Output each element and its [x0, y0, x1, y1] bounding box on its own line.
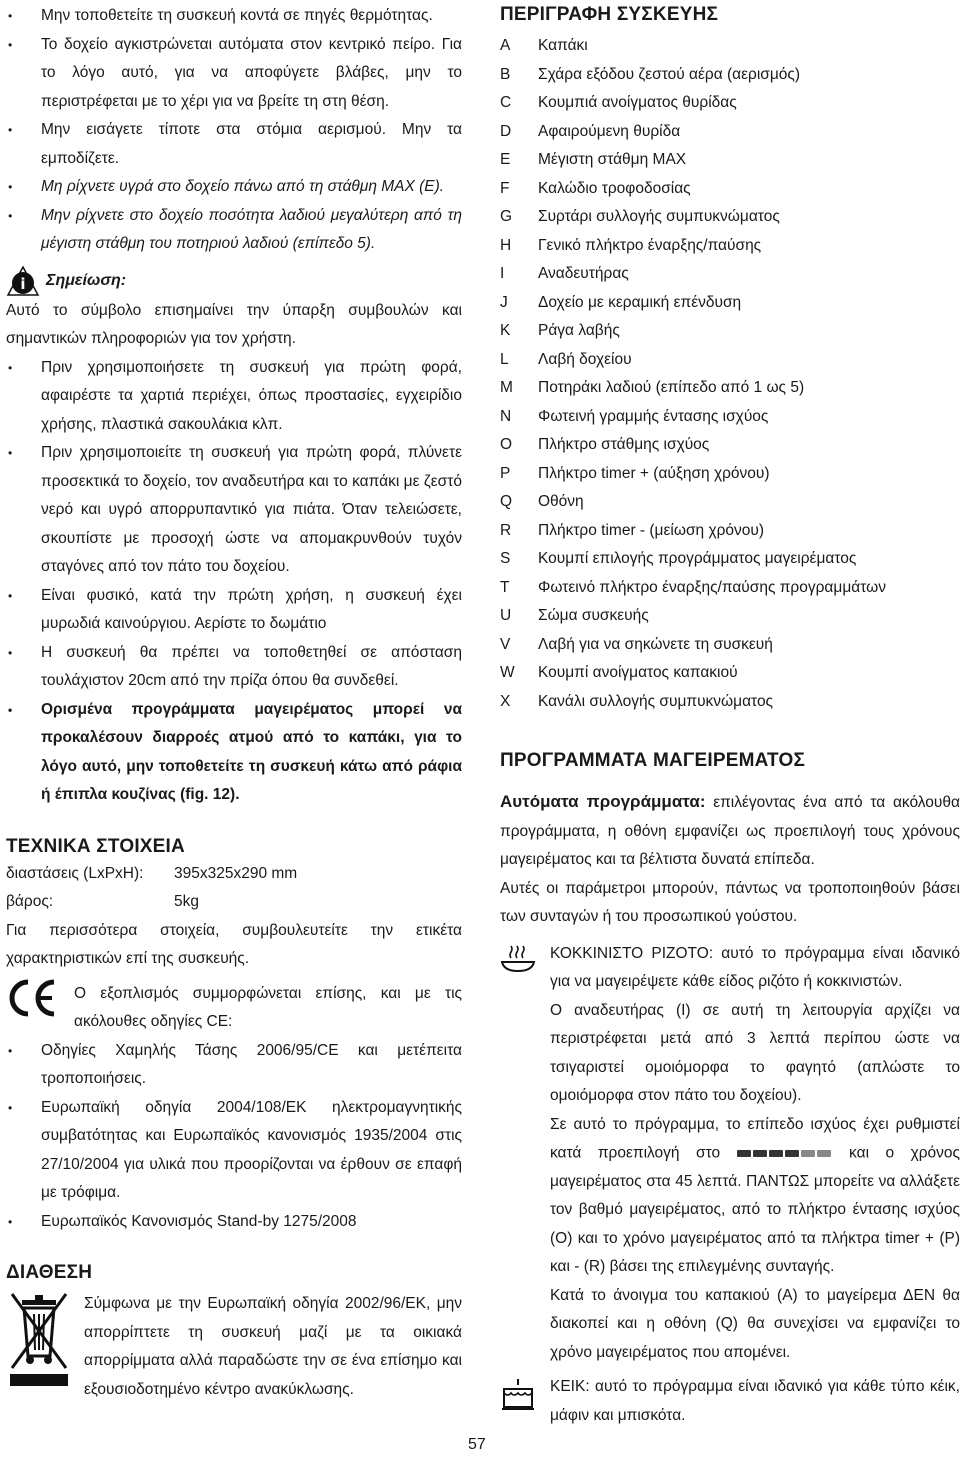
ce-mark-icon — [6, 978, 60, 1018]
list-item: • Η συσκευή θα πρέπει να τοποθετηθεί σε απόσταση τουλάχιστον 20cm από την πρίζα όπου θα συνδεθεί. — [8, 643, 462, 689]
auto-programs-text: Αυτόματα προγράμματα: επιλέγοντας ένα από τα ακόλουθα προγράμματα, η οθόνη εμφανίζει ως προεπιλογή τους χρόνους μαγειρέματος και τα βέλτιστα δυνατά επίπεδα. — [500, 792, 960, 868]
spec-label: διαστάσεις (LxPxH): — [6, 864, 144, 882]
part-key: M — [500, 379, 513, 396]
part-desc: Κουμπί ανοίγματος καπακιού — [538, 664, 738, 681]
part-desc: Καπάκι — [538, 37, 588, 54]
part-key: W — [500, 664, 515, 681]
part-key: L — [500, 350, 509, 368]
part-key: B — [500, 65, 511, 83]
risotto-paragraph: Ο αναδευτήρας (I) σε αυτή τη λειτουργία αρχίζει να περιστρέφεται μετά από 3 λεπτά περίπου ώστε να τσιγαριστεί ομοιόμορφα το φαγητό (απλώστε το ομοιόμορφα στον πάτο του δοχείου). — [550, 1001, 960, 1104]
disposal-section — [6, 1290, 462, 1404]
part-key: N — [500, 407, 512, 425]
part-key: H — [500, 236, 512, 254]
list-item: • Οδηγίες Χαμηλής Τάσης 2006/95/CE και μετέπειτα τροποποιήσεις. — [8, 1041, 462, 1087]
part-key: T — [500, 578, 510, 596]
part-desc: Πλήκτρο στάθμης ισχύος — [538, 436, 710, 453]
list-item: • Μην εισάγετε τίποτε στα στόμια αερισμού. Μην τα εμποδίζετε. — [8, 121, 462, 167]
list-item: • Ευρωπαϊκή οδηγία 2004/108/EK ηλεκτρομαγνητικής συμβατότητας και Ευρωπαϊκός κανονισμός 1935/2004 στις 27/10/2004 για υλικά που προορίζονται να έρθουν σε επαφή με τρόφιμα. — [8, 1098, 462, 1201]
part-key: D — [500, 122, 512, 140]
risotto-paragraph: Κατά το άνοιγμα του καπακιού (A) το μαγείρεμα ΔΕΝ θα διακοπεί και η οθόνη (Q) θα συνεχίσει να εμφανίζει το χρόνο μαγειρέματος που απομένει. — [550, 1286, 960, 1361]
part-desc: Ράγα λαβής — [538, 322, 620, 339]
programs-heading: ΠΡΟΓΡΑΜΜΑΤΑ ΜΑΓΕΙΡΕΜΑΤΟΣ — [500, 750, 806, 771]
tech-specs — [6, 860, 462, 917]
note-title: Σημείωση: — [46, 271, 127, 289]
part-key: O — [500, 436, 513, 453]
part-key: K — [500, 322, 511, 339]
part-desc: Κουμπί επιλογής προγράμματος μαγειρέματος — [538, 550, 857, 567]
spec-value: 5kg — [174, 893, 199, 910]
part-desc: Οθόνη — [538, 493, 584, 510]
part-desc: Φωτεινό πλήκτρο έναρξης/παύσης προγραμμάτων — [538, 578, 886, 596]
params-text: Αυτές οι παράμετροι μπορούν, πάντως να τροποποιηθούν βάσει των συνταγών ή του προσωπικού γούστου. — [500, 879, 960, 925]
part-desc: Συρτάρι συλλογής συμπυκνώματος — [538, 208, 780, 225]
list-item: • Πριν χρησιμοποιείτε τη συσκευή για πρώτη φορά, πλύνετε προσεκτικά το δοχείο, τον αναδευτήρα και το καπάκι με ζεστό νερό και υγρό απορρυπαντικό για πιάτα. Όταν τελειώσετε, σκουπίστε με προσοχή ώστε να απομακρυνθούν τυχόν σταγόνες από τον πάτο του δοχείου. — [8, 444, 462, 575]
note-text: Αυτό το σύμβολο επισημαίνει την ύπαρξη συμβουλών και σημαντικών πληροφοριών για τον χρήστη. — [6, 301, 462, 347]
part-desc: Λαβή δοχείου — [538, 350, 632, 368]
ce-text: Ο εξοπλισμός συμμορφώνεται επίσης, και με τις ακόλουθες οδηγίες CE: — [74, 984, 462, 1030]
part-key: Q — [500, 493, 513, 510]
tech-specs-heading: ΤΕΧΝΙΚΑ ΣΤΟΙΧΕΙΑ — [6, 835, 185, 857]
right-column — [500, 2, 960, 1430]
page-number: 57 — [468, 1436, 486, 1453]
list-item: • Είναι φυσικό, κατά την πρώτη χρήση, η συσκευή έχει μυρωδιά καινούργιου. Αερίστε το δωμάτιο — [8, 586, 462, 632]
list-item: • Μη ρίχνετε υγρά στο δοχείο πάνω από τη στάθμη MAX (E). — [8, 178, 445, 195]
risotto-intro: ΚΟΚΚΙΝΙΣΤΟ ΡΙΖΟΤΟ: αυτό το πρόγραμμα είναι ιδανικό για να μαγειρέψετε κάθε είδος ριζότο ή κοκκινιστών. — [550, 944, 960, 990]
part-key: I — [500, 265, 505, 282]
part-desc: Μέγιστη στάθμη MAX — [538, 151, 687, 168]
part-desc: Φωτεινή γραμμής έντασης ισχύος — [538, 407, 769, 425]
disposal-heading: ΔΙΑΘΕΣΗ — [6, 1262, 93, 1283]
part-key: J — [500, 293, 508, 311]
power-level-icon — [737, 1139, 833, 1168]
first-use-bullets — [6, 354, 462, 810]
specs-note: Για περισσότερα στοιχεία, συμβουλευτείτε την ετικέτα χαρακτηριστικών επί της συσκευής. — [6, 921, 462, 967]
part-key: U — [500, 607, 512, 624]
svg-text:i: i — [20, 274, 26, 293]
part-desc: Κανάλι συλλογής συμπυκνώματος — [538, 692, 774, 710]
ce-bullets — [6, 1037, 462, 1237]
part-desc: Πλήκτρο timer + (αύξηση χρόνου) — [538, 464, 770, 482]
part-key: X — [500, 692, 511, 710]
part-key: C — [500, 94, 512, 111]
part-desc: Αναδευτήρας — [538, 265, 629, 282]
cake-icon — [500, 1373, 550, 1416]
part-desc: Κουμπιά ανοίγματος θυρίδας — [538, 94, 737, 111]
risotto-program — [500, 940, 960, 1368]
part-key: S — [500, 550, 511, 567]
note-heading — [6, 265, 462, 297]
auto-programs-label: Αυτόματα προγράμματα: — [500, 792, 706, 811]
spec-value: 395x325x290 mm — [174, 864, 298, 882]
cake-text: ΚΕΙΚ: αυτό το πρόγραμμα είναι ιδανικό για κάθε τύπο κέικ, μάφιν και μπισκότα. — [550, 1378, 960, 1424]
risotto-paragraph: Σε αυτό το πρόγραμμα, το επίπεδο ισχύος έχει ρυθμιστεί κατά προεπιλογή στο και ο χρόνος μαγειρέματος στα 45 λεπτά. ΠΑΝΤΩΣ μπορείτε να αλλάξετε τον βαθμό μαγειρέματος, από το πλήκτρο έντασης ισχύος (O) και το χρόνο μαγειρέματος από τα πλήκτρα timer + (P) και - (R) βάσει της επιλεγμένης συνταγής. — [550, 1115, 960, 1276]
safety-bullets — [6, 2, 462, 259]
part-key: G — [500, 208, 513, 225]
part-desc: Αφαιρούμενη θυρίδα — [538, 122, 681, 140]
left-column — [6, 2, 462, 1404]
part-desc: Λαβή για να σηκώνετε τη συσκευή — [538, 635, 773, 653]
part-desc: Δοχείο με κεραμική επένδυση — [538, 293, 742, 311]
list-item: • Το δοχείο αγκιστρώνεται αυτόματα στον κεντρικό πείρο. Για το λόγο αυτό, για να αποφύγετε βλάβες, μην το περιστρέφεται με το χέρι για να βρείτε τη στη θέση. — [8, 35, 462, 110]
spec-label: βάρος: — [6, 893, 54, 910]
part-key: R — [500, 521, 512, 539]
parts-heading: ΠΕΡΙΓΡΑΦΗ ΣΥΣΚΕΥΗΣ — [500, 4, 719, 25]
part-desc: Καλώδιο τροφοδοσίας — [538, 179, 691, 197]
part-desc: Γενικό πλήκτρο έναρξης/παύσης — [538, 236, 762, 254]
list-item: • Πριν χρησιμοποιήσετε τη συσκευή για πρώτη φορά, αφαιρέστε τα χαρτιά περιέχει, όπως προστασίες, εγχειρίδιο χρήσης, πλαστικά σακουλάκια κλπ. — [8, 358, 462, 433]
ce-compliance — [6, 980, 462, 1037]
cake-program — [500, 1373, 960, 1430]
disposal-text: Σύμφωνα με την Ευρωπαϊκή οδηγία 2002/96/ΕΚ, μην απορρίπτετε τη συσκευή μαζί με τα οικιακά απορρίμματα αλλά παραδώστε την σε ένα επίσημο και εξουσιοδοτημένο κέντρο ανακύκλωσης. — [84, 1295, 462, 1398]
list-item: • Ορισμένα προγράμματα μαγειρέματος μπορεί να προκαλέσουν διαρροές ατμού από το καπάκι, για το λόγο αυτό, μην τοποθετείτε τη συσκευή κάτω από ράφια ή έπιπλα κουζίνας (fig. 12). — [8, 700, 462, 803]
part-key: P — [500, 464, 511, 482]
list-item: • Ευρωπαϊκός Κανονισμός Stand-by 1275/2008 — [8, 1212, 357, 1230]
info-icon — [6, 266, 40, 296]
part-desc: Πλήκτρο timer - (μείωση χρόνου) — [538, 521, 765, 539]
part-key: F — [500, 179, 510, 197]
risotto-icon — [500, 940, 550, 979]
parts-list — [500, 32, 960, 716]
part-desc: Σχάρα εξόδου ζεστού αέρα (αερισμός) — [538, 65, 801, 83]
part-key: A — [500, 37, 511, 54]
part-key: V — [500, 635, 511, 653]
part-desc: Ποτηράκι λαδιού (επίπεδο από 1 ως 5) — [538, 379, 805, 396]
crossed-bin-icon — [6, 1290, 74, 1390]
part-key: E — [500, 151, 511, 168]
list-item: • Μην τοποθετείτε τη συσκευή κοντά σε πηγές θερμότητας. — [8, 7, 433, 24]
list-item: • Μην ρίχνετε στο δοχείο ποσότητα λαδιού μεγαλύτερη από τη μέγιστη στάθμη του ποτηριού λαδιού (επίπεδο 5). — [8, 206, 462, 252]
part-desc: Σώμα συσκευής — [538, 607, 649, 624]
